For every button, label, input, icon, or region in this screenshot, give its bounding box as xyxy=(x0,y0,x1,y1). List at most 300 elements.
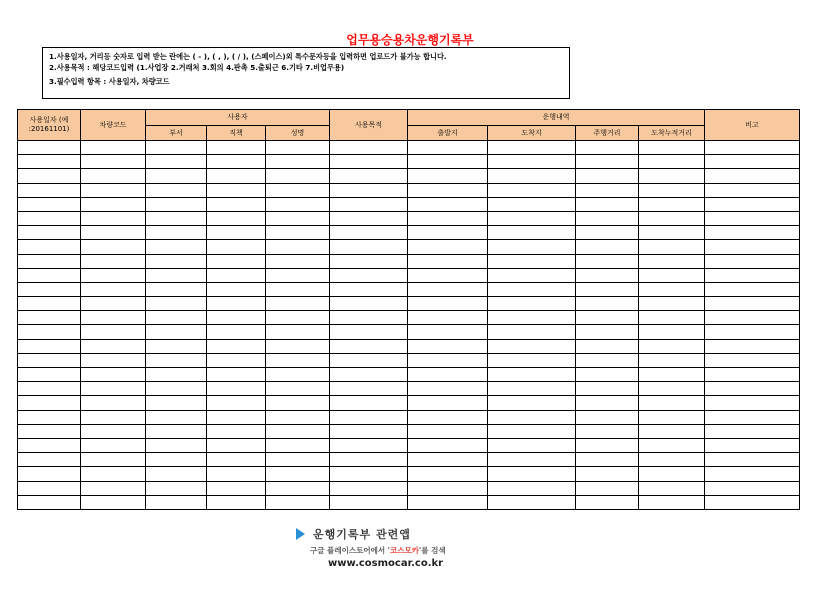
table-cell[interactable] xyxy=(146,254,207,268)
table-cell[interactable] xyxy=(146,495,207,509)
table-cell[interactable] xyxy=(488,396,576,410)
table-cell[interactable] xyxy=(639,211,705,225)
table-cell[interactable] xyxy=(639,311,705,325)
table-cell[interactable] xyxy=(18,438,81,452)
table-cell[interactable] xyxy=(408,453,488,467)
table-cell[interactable] xyxy=(408,141,488,155)
table-cell[interactable] xyxy=(18,155,81,169)
table-cell[interactable] xyxy=(488,211,576,225)
table-cell[interactable] xyxy=(81,155,146,169)
table-cell[interactable] xyxy=(266,211,330,225)
table-cell[interactable] xyxy=(488,183,576,197)
table-cell[interactable] xyxy=(330,183,408,197)
table-cell[interactable] xyxy=(488,141,576,155)
table-cell[interactable] xyxy=(207,495,266,509)
table-cell[interactable] xyxy=(81,382,146,396)
table-cell[interactable] xyxy=(639,325,705,339)
table-cell[interactable] xyxy=(81,438,146,452)
table-cell[interactable] xyxy=(330,297,408,311)
table-cell[interactable] xyxy=(146,424,207,438)
table-cell[interactable] xyxy=(330,197,408,211)
table-cell[interactable] xyxy=(576,254,639,268)
table-cell[interactable] xyxy=(330,424,408,438)
table-row xyxy=(18,169,800,183)
table-cell[interactable] xyxy=(81,325,146,339)
table-row xyxy=(18,495,800,509)
table-cell[interactable] xyxy=(488,495,576,509)
table-cell[interactable] xyxy=(488,438,576,452)
table-cell[interactable] xyxy=(408,240,488,254)
table-cell[interactable] xyxy=(146,141,207,155)
table-cell[interactable] xyxy=(18,240,81,254)
table-cell[interactable] xyxy=(576,368,639,382)
table-cell[interactable] xyxy=(408,268,488,282)
table-cell[interactable] xyxy=(266,297,330,311)
table-cell[interactable] xyxy=(266,254,330,268)
header-vehicle-code: 차량코드 xyxy=(81,110,146,141)
table-cell[interactable] xyxy=(207,297,266,311)
table-cell[interactable] xyxy=(576,339,639,353)
table-cell[interactable] xyxy=(81,495,146,509)
table-cell[interactable] xyxy=(266,240,330,254)
table-cell[interactable] xyxy=(576,481,639,495)
table-cell[interactable] xyxy=(330,311,408,325)
website-link[interactable]: www.cosmocar.co.kr xyxy=(328,558,444,569)
table-cell[interactable] xyxy=(81,410,146,424)
table-cell[interactable] xyxy=(266,382,330,396)
table-cell[interactable] xyxy=(408,169,488,183)
table-cell[interactable] xyxy=(639,410,705,424)
table-cell[interactable] xyxy=(266,438,330,452)
table-cell[interactable] xyxy=(207,481,266,495)
table-cell[interactable] xyxy=(705,368,800,382)
table-cell[interactable] xyxy=(639,467,705,481)
table-cell[interactable] xyxy=(488,240,576,254)
table-cell[interactable] xyxy=(266,268,330,282)
table-cell[interactable] xyxy=(705,226,800,240)
table-row xyxy=(18,325,800,339)
table-cell[interactable] xyxy=(330,495,408,509)
table-cell[interactable] xyxy=(18,141,81,155)
table-cell[interactable] xyxy=(576,282,639,296)
table-cell[interactable] xyxy=(266,353,330,367)
table-cell[interactable] xyxy=(488,311,576,325)
table-cell[interactable] xyxy=(705,297,800,311)
table-cell[interactable] xyxy=(266,368,330,382)
table-cell[interactable] xyxy=(576,453,639,467)
table-cell[interactable] xyxy=(207,141,266,155)
table-cell[interactable] xyxy=(639,368,705,382)
table-cell[interactable] xyxy=(266,481,330,495)
table-cell[interactable] xyxy=(81,254,146,268)
table-cell[interactable] xyxy=(18,226,81,240)
table-row xyxy=(18,382,800,396)
page-title: 업무용승용차운행기록부 xyxy=(346,33,474,47)
table-cell[interactable] xyxy=(81,311,146,325)
table-cell[interactable] xyxy=(705,467,800,481)
table-cell[interactable] xyxy=(146,268,207,282)
table-cell[interactable] xyxy=(639,183,705,197)
table-cell[interactable] xyxy=(408,254,488,268)
table-cell[interactable] xyxy=(705,240,800,254)
table-cell[interactable] xyxy=(639,197,705,211)
table-cell[interactable] xyxy=(266,226,330,240)
table-cell[interactable] xyxy=(330,169,408,183)
table-cell[interactable] xyxy=(18,282,81,296)
table-cell[interactable] xyxy=(639,424,705,438)
table-cell[interactable] xyxy=(330,254,408,268)
table-cell[interactable] xyxy=(18,339,81,353)
table-cell[interactable] xyxy=(330,268,408,282)
table-cell[interactable] xyxy=(266,396,330,410)
table-row xyxy=(18,353,800,367)
table-cell[interactable] xyxy=(576,155,639,169)
table-cell[interactable] xyxy=(266,197,330,211)
table-cell[interactable] xyxy=(330,339,408,353)
table-cell[interactable] xyxy=(18,368,81,382)
table-cell[interactable] xyxy=(639,240,705,254)
table-cell[interactable] xyxy=(705,495,800,509)
table-cell[interactable] xyxy=(81,141,146,155)
table-cell[interactable] xyxy=(207,254,266,268)
table-cell[interactable] xyxy=(207,197,266,211)
table-cell[interactable] xyxy=(81,453,146,467)
table-cell[interactable] xyxy=(146,396,207,410)
table-cell[interactable] xyxy=(18,453,81,467)
table-cell[interactable] xyxy=(18,396,81,410)
table-cell[interactable] xyxy=(576,211,639,225)
table-cell[interactable] xyxy=(207,424,266,438)
table-cell[interactable] xyxy=(146,481,207,495)
table-cell[interactable] xyxy=(18,297,81,311)
table-cell[interactable] xyxy=(266,453,330,467)
table-cell[interactable] xyxy=(705,183,800,197)
table-cell[interactable] xyxy=(81,353,146,367)
table-cell[interactable] xyxy=(639,481,705,495)
table-cell[interactable] xyxy=(207,311,266,325)
table-cell[interactable] xyxy=(207,226,266,240)
table-cell[interactable] xyxy=(705,325,800,339)
table-cell[interactable] xyxy=(18,481,81,495)
table-cell[interactable] xyxy=(705,169,800,183)
table-cell[interactable] xyxy=(146,368,207,382)
table-cell[interactable] xyxy=(408,410,488,424)
table-cell[interactable] xyxy=(81,339,146,353)
table-cell[interactable] xyxy=(18,495,81,509)
table-cell[interactable] xyxy=(705,268,800,282)
table-cell[interactable] xyxy=(705,339,800,353)
table-cell[interactable] xyxy=(207,396,266,410)
table-cell[interactable] xyxy=(639,141,705,155)
table-cell[interactable] xyxy=(146,325,207,339)
table-cell[interactable] xyxy=(576,311,639,325)
table-cell[interactable] xyxy=(81,211,146,225)
header-cumulative: 도착누적거리 xyxy=(639,126,705,141)
table-cell[interactable] xyxy=(576,297,639,311)
table-cell[interactable] xyxy=(639,353,705,367)
table-cell[interactable] xyxy=(207,382,266,396)
table-cell[interactable] xyxy=(576,141,639,155)
table-cell[interactable] xyxy=(207,282,266,296)
table-cell[interactable] xyxy=(576,424,639,438)
table-cell[interactable] xyxy=(330,353,408,367)
table-cell[interactable] xyxy=(18,382,81,396)
table-cell[interactable] xyxy=(408,282,488,296)
table-cell[interactable] xyxy=(207,183,266,197)
table-cell[interactable] xyxy=(330,396,408,410)
table-cell[interactable] xyxy=(266,155,330,169)
table-cell[interactable] xyxy=(330,325,408,339)
header-position: 직책 xyxy=(207,126,266,141)
table-cell[interactable] xyxy=(488,282,576,296)
table-cell[interactable] xyxy=(488,339,576,353)
table-cell[interactable] xyxy=(207,211,266,225)
table-cell[interactable] xyxy=(639,254,705,268)
table-cell[interactable] xyxy=(266,467,330,481)
table-cell[interactable] xyxy=(146,211,207,225)
table-cell[interactable] xyxy=(639,297,705,311)
table-cell[interactable] xyxy=(408,211,488,225)
table-cell[interactable] xyxy=(408,325,488,339)
table-cell[interactable] xyxy=(639,382,705,396)
table-cell[interactable] xyxy=(146,226,207,240)
table-cell[interactable] xyxy=(146,353,207,367)
table-cell[interactable] xyxy=(330,453,408,467)
table-cell[interactable] xyxy=(488,467,576,481)
table-cell[interactable] xyxy=(207,268,266,282)
table-cell[interactable] xyxy=(639,495,705,509)
table-cell[interactable] xyxy=(18,254,81,268)
table-cell[interactable] xyxy=(488,169,576,183)
table-cell[interactable] xyxy=(639,339,705,353)
table-cell[interactable] xyxy=(330,141,408,155)
table-cell[interactable] xyxy=(330,211,408,225)
table-cell[interactable] xyxy=(705,311,800,325)
table-cell[interactable] xyxy=(576,438,639,452)
table-cell[interactable] xyxy=(81,183,146,197)
table-cell[interactable] xyxy=(146,197,207,211)
table-cell[interactable] xyxy=(146,438,207,452)
table-cell[interactable] xyxy=(408,481,488,495)
table-cell[interactable] xyxy=(576,268,639,282)
table-cell[interactable] xyxy=(408,311,488,325)
table-cell[interactable] xyxy=(266,311,330,325)
table-cell[interactable] xyxy=(488,155,576,169)
table-cell[interactable] xyxy=(330,438,408,452)
table-cell[interactable] xyxy=(81,282,146,296)
table-cell[interactable] xyxy=(705,382,800,396)
table-cell[interactable] xyxy=(266,169,330,183)
table-cell[interactable] xyxy=(705,396,800,410)
table-cell[interactable] xyxy=(576,226,639,240)
table-cell[interactable] xyxy=(207,368,266,382)
table-cell[interactable] xyxy=(146,339,207,353)
table-cell[interactable] xyxy=(146,183,207,197)
table-cell[interactable] xyxy=(408,339,488,353)
table-cell[interactable] xyxy=(146,169,207,183)
table-cell[interactable] xyxy=(488,382,576,396)
table-cell[interactable] xyxy=(408,226,488,240)
table-cell[interactable] xyxy=(705,424,800,438)
table-cell[interactable] xyxy=(576,183,639,197)
table-cell[interactable] xyxy=(207,467,266,481)
table-cell[interactable] xyxy=(146,297,207,311)
table-cell[interactable] xyxy=(639,453,705,467)
table-cell[interactable] xyxy=(330,226,408,240)
table-cell[interactable] xyxy=(408,155,488,169)
table-cell[interactable] xyxy=(81,424,146,438)
table-cell[interactable] xyxy=(146,467,207,481)
table-cell[interactable] xyxy=(207,339,266,353)
table-cell[interactable] xyxy=(408,197,488,211)
table-cell[interactable] xyxy=(408,297,488,311)
table-cell[interactable] xyxy=(576,325,639,339)
table-cell[interactable] xyxy=(576,396,639,410)
table-cell[interactable] xyxy=(266,424,330,438)
table-cell[interactable] xyxy=(81,396,146,410)
table-cell[interactable] xyxy=(18,211,81,225)
table-cell[interactable] xyxy=(639,268,705,282)
app-promo xyxy=(296,527,411,541)
table-cell[interactable] xyxy=(266,141,330,155)
table-cell[interactable] xyxy=(81,467,146,481)
table-cell[interactable] xyxy=(207,438,266,452)
table-cell[interactable] xyxy=(18,410,81,424)
table-cell[interactable] xyxy=(705,155,800,169)
table-cell[interactable] xyxy=(18,169,81,183)
table-cell[interactable] xyxy=(705,481,800,495)
table-cell[interactable] xyxy=(266,495,330,509)
table-cell[interactable] xyxy=(639,226,705,240)
table-cell[interactable] xyxy=(266,410,330,424)
table-cell[interactable] xyxy=(488,353,576,367)
table-cell[interactable] xyxy=(81,197,146,211)
table-cell[interactable] xyxy=(330,382,408,396)
table-cell[interactable] xyxy=(408,368,488,382)
table-body xyxy=(18,141,800,510)
table-cell[interactable] xyxy=(330,282,408,296)
table-cell[interactable] xyxy=(408,396,488,410)
table-cell[interactable] xyxy=(81,240,146,254)
table-cell[interactable] xyxy=(576,467,639,481)
table-cell[interactable] xyxy=(330,240,408,254)
table-cell[interactable] xyxy=(408,467,488,481)
table-cell[interactable] xyxy=(488,368,576,382)
table-cell[interactable] xyxy=(576,410,639,424)
table-cell[interactable] xyxy=(488,297,576,311)
table-cell[interactable] xyxy=(488,481,576,495)
table-cell[interactable] xyxy=(81,226,146,240)
table-cell[interactable] xyxy=(18,268,81,282)
table-cell[interactable] xyxy=(266,282,330,296)
table-cell[interactable] xyxy=(18,467,81,481)
table-cell[interactable] xyxy=(488,325,576,339)
table-cell[interactable] xyxy=(207,155,266,169)
table-cell[interactable] xyxy=(207,325,266,339)
table-cell[interactable] xyxy=(576,197,639,211)
table-cell[interactable] xyxy=(146,311,207,325)
table-cell[interactable] xyxy=(207,410,266,424)
table-cell[interactable] xyxy=(330,467,408,481)
table-cell[interactable] xyxy=(266,325,330,339)
table-cell[interactable] xyxy=(576,495,639,509)
table-cell[interactable] xyxy=(330,368,408,382)
table-cell[interactable] xyxy=(81,368,146,382)
table-cell[interactable] xyxy=(408,382,488,396)
table-cell[interactable] xyxy=(639,169,705,183)
table-cell[interactable] xyxy=(705,438,800,452)
table-cell[interactable] xyxy=(18,325,81,339)
table-cell[interactable] xyxy=(576,240,639,254)
table-cell[interactable] xyxy=(408,183,488,197)
table-cell[interactable] xyxy=(146,410,207,424)
table-cell[interactable] xyxy=(81,169,146,183)
table-cell[interactable] xyxy=(408,495,488,509)
table-cell[interactable] xyxy=(81,297,146,311)
table-cell[interactable] xyxy=(576,382,639,396)
table-cell[interactable] xyxy=(705,353,800,367)
table-cell[interactable] xyxy=(705,211,800,225)
table-cell[interactable] xyxy=(146,453,207,467)
table-cell[interactable] xyxy=(639,396,705,410)
table-row xyxy=(18,339,800,353)
table-cell[interactable] xyxy=(146,240,207,254)
table-cell[interactable] xyxy=(146,155,207,169)
table-cell[interactable] xyxy=(705,453,800,467)
table-cell[interactable] xyxy=(488,254,576,268)
table-cell[interactable] xyxy=(705,410,800,424)
table-cell[interactable] xyxy=(705,282,800,296)
table-cell[interactable] xyxy=(207,240,266,254)
table-cell[interactable] xyxy=(146,282,207,296)
table-cell[interactable] xyxy=(639,438,705,452)
table-row xyxy=(18,141,800,155)
table-cell[interactable] xyxy=(207,169,266,183)
table-cell[interactable] xyxy=(330,481,408,495)
table-cell[interactable] xyxy=(488,453,576,467)
table-cell[interactable] xyxy=(705,197,800,211)
table-cell[interactable] xyxy=(18,353,81,367)
table-cell[interactable] xyxy=(207,353,266,367)
table-cell[interactable] xyxy=(488,268,576,282)
table-cell[interactable] xyxy=(576,169,639,183)
table-cell[interactable] xyxy=(81,481,146,495)
table-cell[interactable] xyxy=(488,226,576,240)
table-cell[interactable] xyxy=(408,438,488,452)
table-cell[interactable] xyxy=(266,183,330,197)
table-cell[interactable] xyxy=(576,353,639,367)
table-cell[interactable] xyxy=(488,197,576,211)
table-cell[interactable] xyxy=(488,424,576,438)
table-cell[interactable] xyxy=(18,424,81,438)
table-cell[interactable] xyxy=(408,424,488,438)
table-cell[interactable] xyxy=(488,410,576,424)
table-cell[interactable] xyxy=(408,353,488,367)
table-cell[interactable] xyxy=(639,282,705,296)
table-cell[interactable] xyxy=(18,183,81,197)
table-cell[interactable] xyxy=(330,410,408,424)
table-cell[interactable] xyxy=(18,197,81,211)
table-cell[interactable] xyxy=(705,254,800,268)
table-cell[interactable] xyxy=(81,268,146,282)
table-cell[interactable] xyxy=(705,141,800,155)
table-cell[interactable] xyxy=(18,311,81,325)
table-cell[interactable] xyxy=(330,155,408,169)
table-cell[interactable] xyxy=(146,382,207,396)
table-cell[interactable] xyxy=(207,453,266,467)
table-cell[interactable] xyxy=(639,155,705,169)
table-cell[interactable] xyxy=(266,339,330,353)
